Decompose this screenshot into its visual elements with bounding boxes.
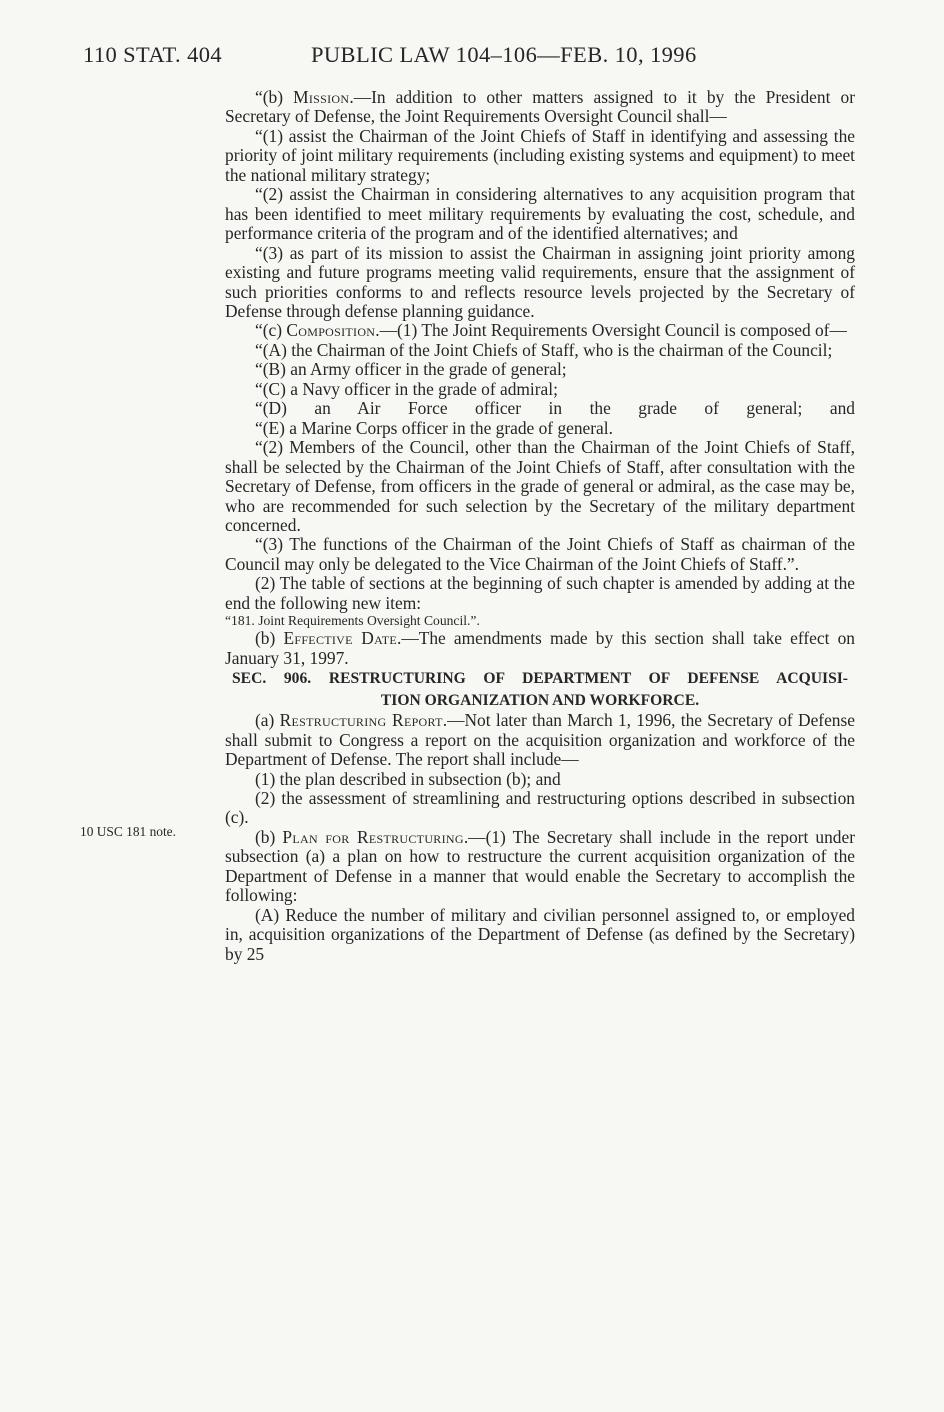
statute-text-column <box>225 88 855 964</box>
paragraph-sub-e <box>225 419 855 438</box>
stat-page-number: 110 STAT. 404 <box>83 42 223 67</box>
paragraph-text: .—In addition to other matters assigned to it by the President or Secretary of Defense, the Joint Requirements Oversight Council shall— <box>225 87 855 127</box>
paragraph-text: (b) <box>255 826 283 847</box>
section-heading-line1: SEC. 906. RESTRUCTURING OF DEPARTMENT OF DEFENSE ACQUISI- <box>232 670 848 688</box>
table-of-sections-item <box>225 613 855 629</box>
paragraph-text: “(3) The functions of the Chairman of the Joint Chiefs of Staff as chairman of the Council may only be delegated to the Vice Chairman of the Joint Chiefs of Staff.”. <box>225 534 855 574</box>
small-caps-label: Composition <box>286 320 376 341</box>
paragraph-text: “(B) an Army officer in the grade of general; <box>255 359 567 380</box>
paragraph-text: (2) The table of sections at the beginning of such chapter is amended by adding at the end the following new item: <box>225 573 855 613</box>
section-906-heading <box>225 668 855 711</box>
small-caps-label: Effective Date <box>283 628 397 649</box>
paragraph-text: “(1) assist the Chairman of the Joint Chiefs of Staff in identifying and assessing the priority of joint military requirements (including existing systems and equipment) to meet the national military strategy; <box>225 125 855 185</box>
paragraph-text: (1) the plan described in subsection (b); and <box>255 768 561 789</box>
paragraph-3 <box>225 244 855 322</box>
paragraph-text: (A) Reduce the number of military and civilian personnel assigned to, or employed in, acquisition organizations of the Department of Defense (as defined by the Secretary) by 25 <box>225 904 855 964</box>
small-caps-label: Plan for Restructuring <box>282 826 464 847</box>
paragraph-c-composition <box>225 321 855 340</box>
paragraph-text: “(c) <box>255 320 287 341</box>
section-heading-line2: TION ORGANIZATION AND WORKFORCE. <box>380 691 700 709</box>
paragraph-sub-c <box>225 380 855 399</box>
paragraph-sub-b <box>225 360 855 379</box>
paragraph-report-item-2 <box>225 789 855 828</box>
paragraph-report-item-1 <box>225 770 855 789</box>
paragraph-a-restructuring-report <box>225 711 855 769</box>
paragraph-text: “181. Joint Requirements Oversight Council.”. <box>225 613 480 629</box>
paragraph-text: (a) <box>255 710 280 731</box>
paragraph-text: “(2) assist the Chairman in considering alternatives to any acquisition program that has been identified to meet military requirements by evaluating the cost, schedule, and performance criteria of the program and of the identified alternatives; and <box>225 184 855 244</box>
paragraph-1 <box>225 127 855 185</box>
paragraph-3-functions <box>225 535 855 574</box>
paragraph-b-effective-date <box>225 629 855 668</box>
paragraph-text: (2) the assessment of streamlining and restructuring options described in subsection (c). <box>225 787 855 828</box>
page-header <box>83 42 856 72</box>
paragraph-b-mission <box>225 88 855 127</box>
paragraph-b-plan-for-restructuring <box>225 828 855 906</box>
paragraph-text: “(b) <box>255 87 294 107</box>
paragraph-text: “(D) an Air Force officer in the grade of general; and <box>255 398 855 419</box>
paragraph-text: “(3) as part of its mission to assist the Chairman in assigning joint priority among existing and future programs meeting valid requirements, ensure that the assignment of such priorities conforms to and reflects resource levels projected by the Secretary of Defense through defense planning guidance. <box>225 242 855 321</box>
paragraph-text: .—(1) The Joint Requirements Oversight Council is composed of— <box>375 320 847 341</box>
paragraph-text: .—The amendments made by this section shall take effect on January 31, 1997. <box>225 628 855 668</box>
paragraph-table-of-sections <box>225 574 855 613</box>
paragraph-text: “(A) the Chairman of the Joint Chiefs of Staff, who is the chairman of the Council; <box>255 339 833 360</box>
paragraph-text: “(C) a Navy officer in the grade of admiral; <box>255 378 558 399</box>
paragraph-text: .—Not later than March 1, 1996, the Secretary of Defense shall submit to Congress a report on the acquisition organization and workforce of the Department of Defense. The report shall include— <box>225 710 855 770</box>
paragraph-text: “(2) Members of the Council, other than the Chairman of the Joint Chiefs of Staff, shall be selected by the Chairman of the Joint Chiefs of Staff, after consultation with the Secretary of Defense, from officers in the grade of general or admiral, as the case may be, who are recommended for such selection by the Secretary of the military department concerned. <box>225 437 855 535</box>
margin-note-usc: 10 USC 181 note. <box>80 824 176 839</box>
paragraph-sub-a <box>225 341 855 360</box>
small-caps-label: Mission <box>293 87 350 107</box>
paragraph-2 <box>225 185 855 243</box>
paragraph-plan-sub-a <box>225 906 855 964</box>
paragraph-sub-d <box>225 399 855 418</box>
paragraph-2-members <box>225 438 855 535</box>
small-caps-label: Restructuring Report <box>279 710 443 731</box>
law-title: PUBLIC LAW 104–106—FEB. 10, 1996 <box>311 42 697 67</box>
paragraph-text: .—(1) The Secretary shall include in the report under subsection (a) a plan on how to restructure the current acquisition organization of the Department of Defense in a manner that would enable the Secretary to accomplish the following: <box>225 826 855 906</box>
paragraph-text: “(E) a Marine Corps officer in the grade of general. <box>255 417 613 438</box>
paragraph-text: (b) <box>255 628 284 649</box>
